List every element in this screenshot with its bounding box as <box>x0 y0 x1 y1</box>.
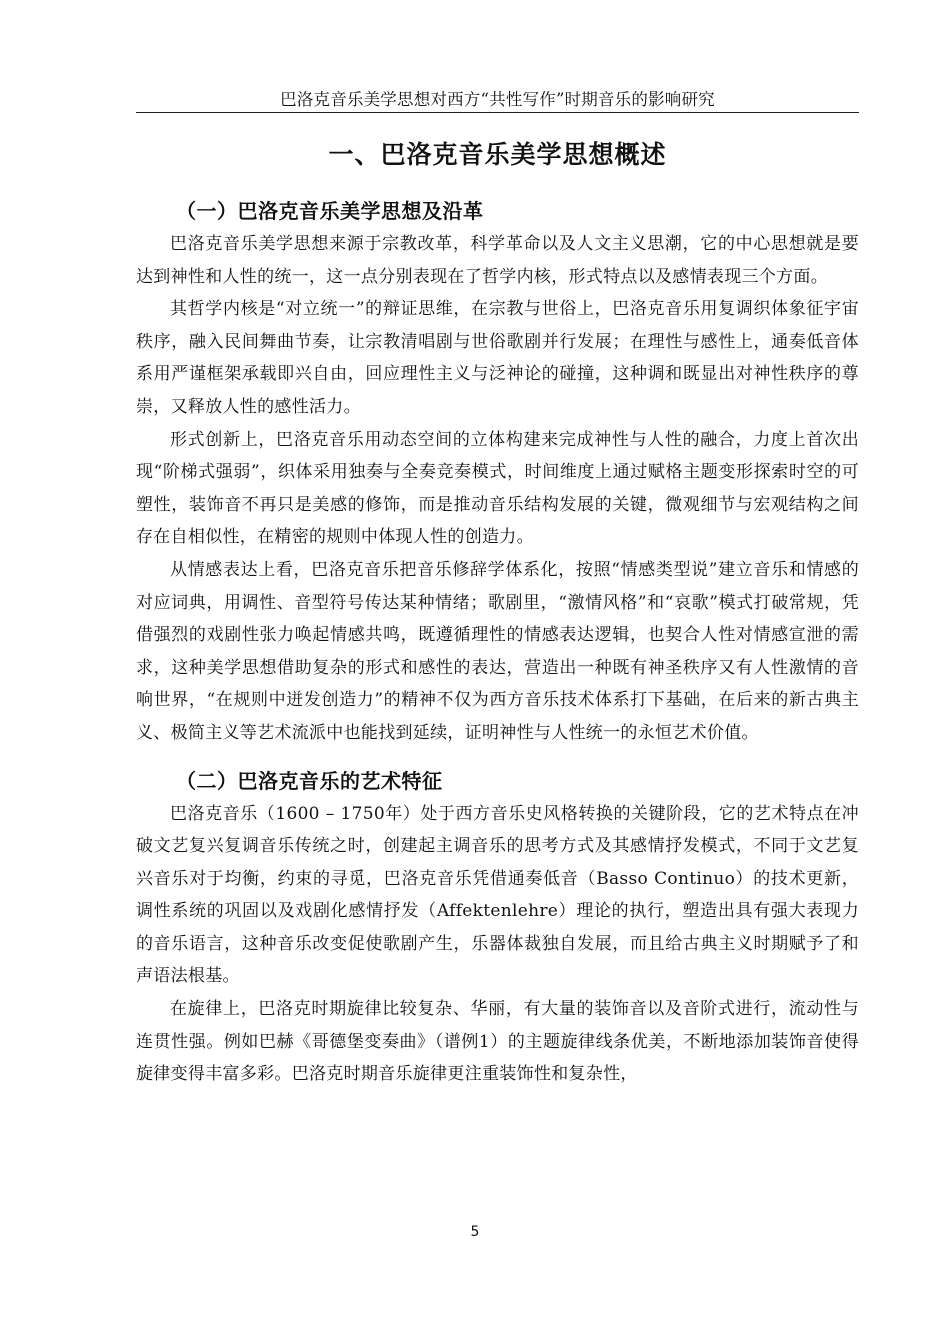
paragraph: 巴洛克音乐（1600 – 1750年）处于西方音乐史风格转换的关键阶段，它的艺术特点在冲破文艺复兴复调音乐传统之时，创建起主调音乐的思考方式及其感情抒发模式，不同于文艺复兴音乐对于均衡，约束的寻觅，巴洛克音乐凭借通奏低音（Basso Continuo）的技术更新，调性系统的巩固以及戏剧化感情抒发（Affektenlehre）理论的执行，塑造出具有强大表现力的音乐语言，这种音乐改变促使歌剧产生，乐器体裁独自发展，而且给古典主义时期赋予了和声语法根基。 <box>136 803 859 987</box>
paragraph: 在旋律上，巴洛克时期旋律比较复杂、华丽，有大量的装饰音以及音阶式进行，流动性与连贯性强。例如巴赫《哥德堡变奏曲》（谱例1）的主题旋律线条优美，不断地添加装饰音使得旋律变得丰富多彩。巴洛克时期音乐旋律更注重装饰性和复杂性， <box>136 999 859 1085</box>
header-rule <box>136 112 859 113</box>
paragraph: 形式创新上，巴洛克音乐用动态空间的立体构建来完成神性与人性的融合，力度上首次出现“阶梯式强弱”，织体采用独奏与全奏竞奏模式，时间维度上通过赋格主题变形探索时空的可塑性，装饰音不再只是美感的修饰，而是推动音乐结构发展的关键，微观细节与宏观结构之间存在自相似性，在精密的规则中体现人性的创造力。 <box>136 429 859 548</box>
section-title: （一）巴洛克音乐美学思想及沿革 <box>176 199 484 223</box>
page-content <box>136 130 859 1091</box>
paragraph: 从情感表达上看，巴洛克音乐把音乐修辞学体系化，按照“情感类型说”建立音乐和情感的对应词典，用调性、音型符号传达某种情绪；歌剧里，“激情风格”和“哀歌”模式打破常规，凭借强烈的戏剧性张力唤起情感共鸣，既遵循理性的情感表达逻辑，也契合人性对情感宣泄的需求，这种美学思想借助复杂的形式和感性的表达，营造出一种既有神圣秩序又有人性激情的音响世界，“在规则中迸发创造力”的精神不仅为西方音乐技术体系打下基础，在后来的新古典主义、极简主义等艺术流派中也能找到延续，证明神性与人性统一的永恒艺术价值。 <box>136 559 859 743</box>
chapter-title: 一、巴洛克音乐美学思想概述 <box>328 140 667 169</box>
section-title: （二）巴洛克音乐的艺术特征 <box>176 768 443 793</box>
paragraph: 其哲学内核是“对立统一”的辩证思维，在宗教与世俗上，巴洛克音乐用复调织体象征宇宙秩序，融入民间舞曲节奏，让宗教清唱剧与世俗歌剧并行发展；在理性与感性上，通奏低音体系用严谨框架承载即兴自由，回应理性主义与泛神论的碰撞，这种调和既显出对神性秩序的尊崇，又释放人性的感性活力。 <box>136 299 859 417</box>
paragraph: 巴洛克音乐美学思想来源于宗教改革，科学革命以及人文主义思潮，它的中心思想就是要达到神性和人性的统一，这一点分别表现在了哲学内核，形式特点以及感情表现三个方面。 <box>136 234 859 287</box>
section-1 <box>136 194 859 750</box>
page-number: 5 <box>470 1224 480 1240</box>
section-2 <box>136 764 859 1091</box>
running-header: 巴洛克音乐美学思想对西方“共性写作”时期音乐的影响研究 <box>280 90 715 109</box>
